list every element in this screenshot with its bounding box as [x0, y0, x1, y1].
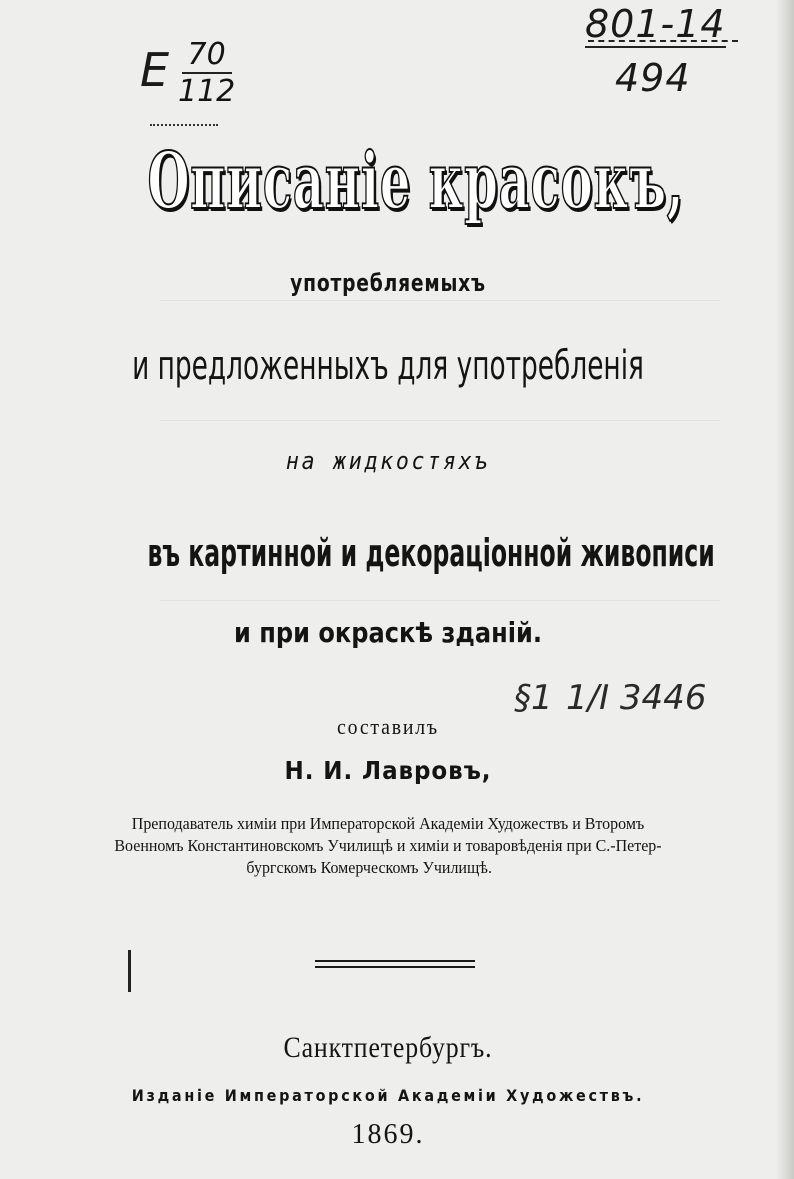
- subtitle-proposed: и предложенныхъ для употребленія: [132, 343, 644, 389]
- pencil-mark: [128, 950, 131, 992]
- author-bio: [23, 813, 752, 879]
- publisher-line: Изданіе Императорской Академіи Художествъ.: [131, 1086, 645, 1105]
- double-rule-divider: [315, 960, 475, 968]
- book-spine-shadow: [776, 0, 794, 1179]
- bleed-through-line: [160, 600, 720, 601]
- catalog-underline: [150, 124, 218, 126]
- subtitle-liquids: на жидкостяхъ: [285, 447, 491, 475]
- shelfmark-bottom: 494: [615, 56, 691, 100]
- author-bio-line: Преподаватель химіи при Императорской Академіи Художествъ и Второмъ: [131, 814, 645, 833]
- publication-year: 1869.: [351, 1119, 425, 1150]
- bleed-through-line: [160, 300, 720, 301]
- library-stamp-right: 1/I 3446: [566, 678, 707, 718]
- catalog-fraction: [178, 38, 235, 110]
- author-bio-line: бургскомъ Комерческомъ Училищѣ.: [246, 858, 492, 877]
- author-bio-line: Военномъ Константиновскомъ Училищѣ и химіи и товаровѣденія при С.-Петер-: [114, 836, 662, 855]
- compiled-by-label: составилъ: [337, 714, 439, 739]
- book-title: Описаніе красокъ,: [147, 136, 685, 227]
- shelfmark-top: 801-14: [585, 2, 726, 46]
- author-name: Н. И. Лавровъ,: [284, 756, 492, 785]
- catalog-denominator: 112: [178, 74, 236, 109]
- library-stamp-left: §1: [514, 678, 553, 718]
- bleed-through-line: [160, 420, 720, 421]
- subtitle-used: употребляемыхъ: [290, 269, 486, 297]
- subtitle-painting: въ картинной и декораціонной живописи: [147, 531, 715, 575]
- subtitle-buildings: и при окраскѣ зданій.: [233, 616, 543, 649]
- catalog-numerator: 70: [182, 38, 232, 74]
- catalog-letter: E: [140, 43, 171, 97]
- publication-city: Санктпетербургъ.: [283, 1031, 493, 1064]
